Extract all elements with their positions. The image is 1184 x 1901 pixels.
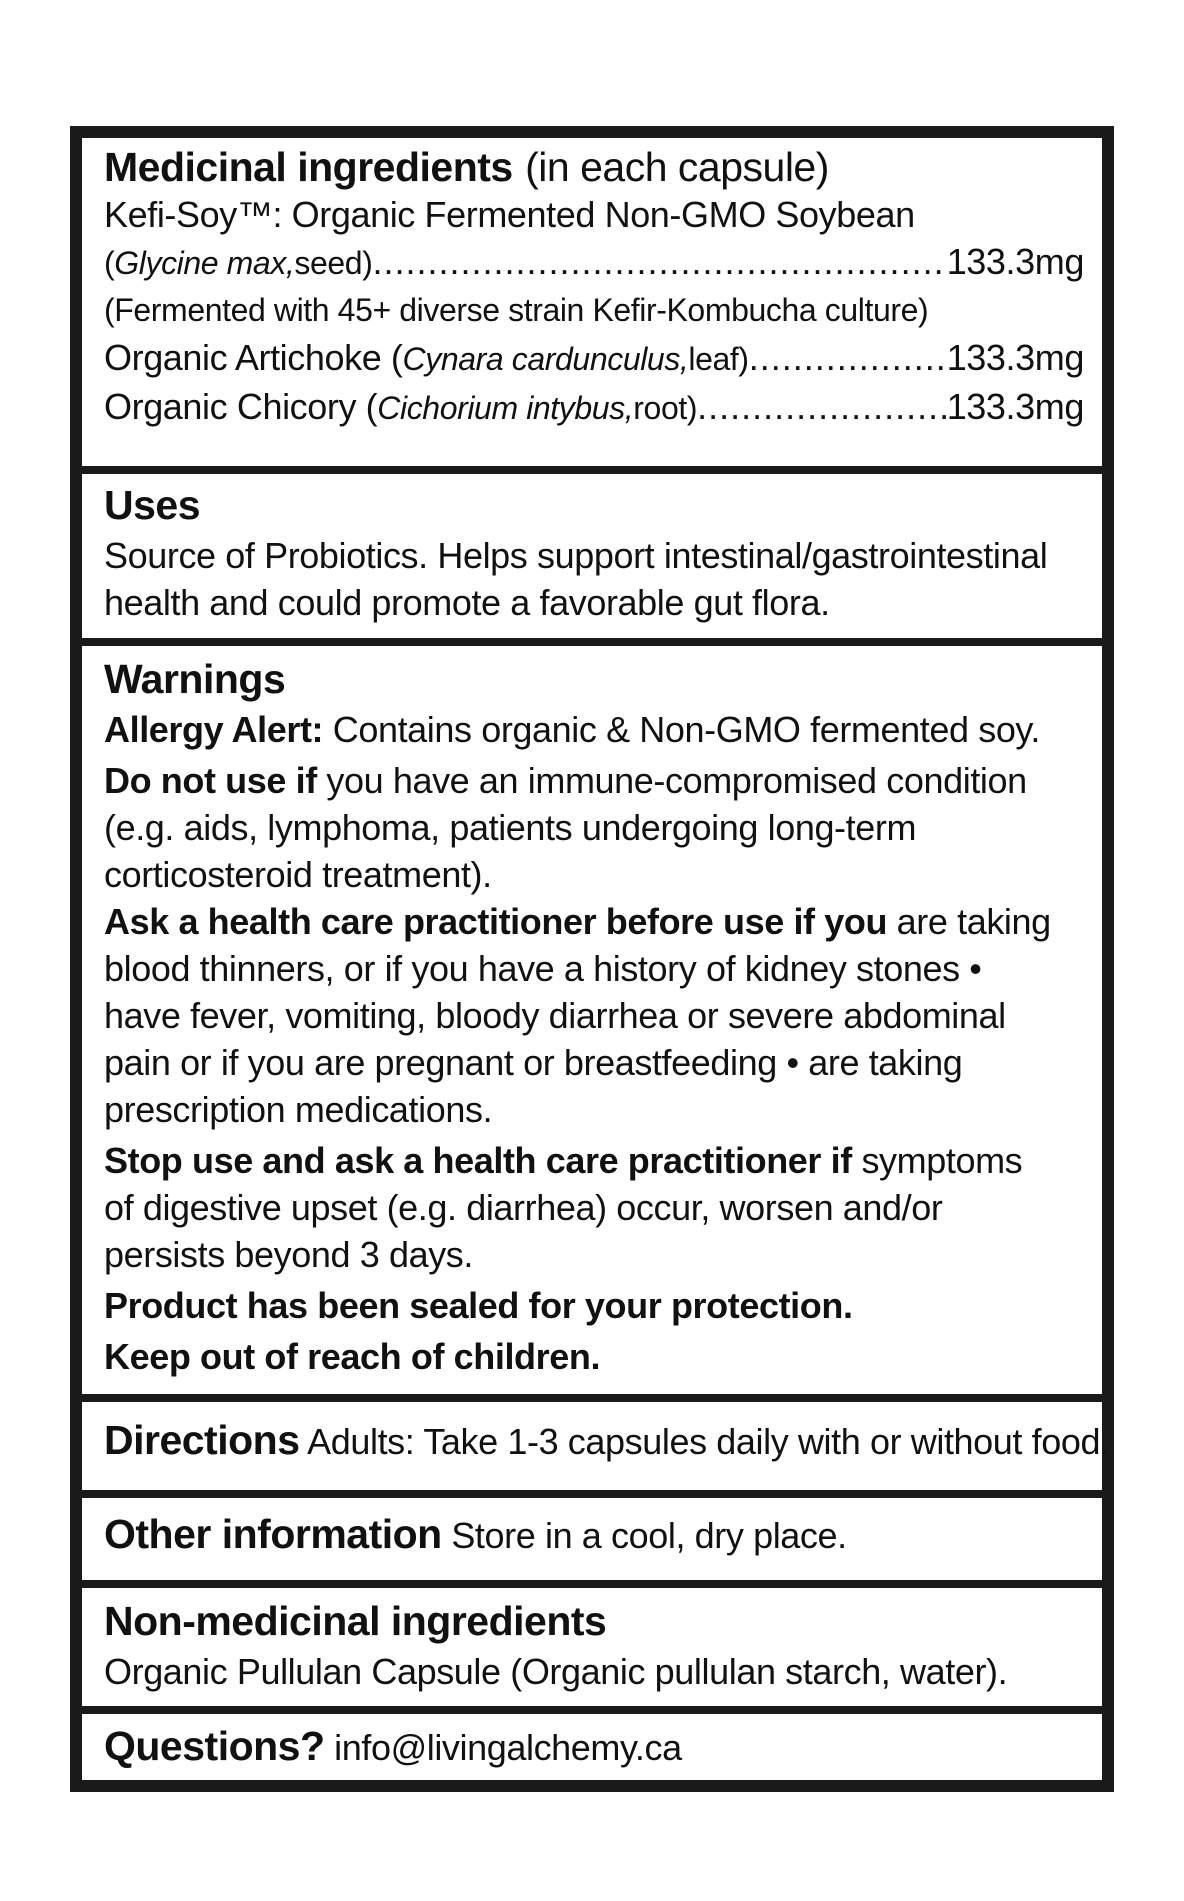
medicinal-heading-note: (in each capsule) — [525, 144, 829, 190]
directions-section — [82, 1414, 1110, 1468]
kefisoy-part: seed) — [294, 245, 373, 281]
kefisoy-amount: 133.3mg — [946, 241, 1084, 282]
section-divider — [82, 1580, 1102, 1588]
ask-line-3: have fever, vomiting, bloody diarrhea or severe abdominal — [104, 995, 1006, 1036]
leader-dots — [372, 238, 946, 285]
supplement-facts-label — [70, 126, 1114, 1792]
artichoke-amount: 133.3mg — [946, 337, 1084, 378]
warnings-heading: Warnings — [104, 656, 286, 702]
uses-heading: Uses — [104, 482, 201, 528]
ask-practitioner: Ask a health care practitioner before use if you are taking — [104, 901, 1051, 942]
non-medicinal-section — [82, 1594, 1102, 1695]
stop-line-3: persists beyond 3 days. — [104, 1234, 474, 1275]
other-heading: Other information — [104, 1511, 442, 1557]
section-divider — [82, 1394, 1102, 1402]
section-divider — [82, 466, 1102, 474]
section-divider — [82, 1490, 1102, 1498]
section-divider — [82, 638, 1102, 646]
uses-line-1: Source of Probiotics. Helps support intestinal/gastrointestinal — [104, 535, 1048, 576]
directions-heading: Directions — [104, 1417, 300, 1463]
medicinal-ingredients-section — [82, 144, 1102, 432]
medicinal-heading: Medicinal ingredients — [104, 144, 513, 190]
do-not-use: Do not use if you have an immune-compromised condition — [104, 760, 1027, 801]
allergy-alert: Allergy Alert: Contains organic & Non-GMO fermented soy. — [104, 709, 1040, 750]
stop-line-2: of digestive upset (e.g. diarrhea) occur, worsen and/or — [104, 1187, 943, 1228]
leader-dots — [749, 334, 947, 381]
ask-line-5: prescription medications. — [104, 1089, 493, 1130]
uses-section — [82, 478, 1102, 626]
kefisoy-name: Kefi-Soy™: Organic Fermented Non-GMO Soybean — [104, 194, 915, 235]
warnings-section — [82, 652, 1102, 1380]
kefisoy-latin: Glycine max, — [114, 245, 295, 281]
artichoke-latin: Cynara cardunculus, — [402, 341, 689, 377]
questions-section — [82, 1720, 1102, 1774]
do-not-use-line-2: (e.g. aids, lymphoma, patients undergoing long-term — [104, 807, 917, 848]
nonmedicinal-text: Organic Pullulan Capsule (Organic pullulan starch, water). — [104, 1651, 1008, 1692]
questions-heading: Questions? — [104, 1723, 325, 1769]
children-notice: Keep out of reach of children. — [104, 1336, 601, 1377]
leader-dots — [697, 383, 947, 430]
ask-line-2: blood thinners, or if you have a history of kidney stones • — [104, 948, 982, 989]
sealed-notice: Product has been sealed for your protection. — [104, 1285, 853, 1326]
artichoke-part: leaf) — [688, 341, 749, 377]
chicory-name: Organic Chicory ( — [104, 386, 378, 427]
nonmedicinal-heading: Non-medicinal ingredients — [104, 1598, 607, 1644]
chicory-row — [104, 383, 1084, 432]
chicory-amount: 133.3mg — [946, 386, 1084, 427]
uses-line-2: health and could promote a favorable gut flora. — [104, 582, 830, 623]
kefisoy-note: (Fermented with 45+ diverse strain Kefir-Kombucha culture) — [104, 292, 929, 328]
artichoke-name: Organic Artichoke ( — [104, 337, 403, 378]
kefisoy-row: ( Glycine max, seed) ..... 133.3mg — [104, 238, 1084, 287]
artichoke-row — [104, 334, 1084, 383]
directions-text: Adults: Take 1-3 capsules daily with or without food. — [299, 1421, 1110, 1462]
ask-line-4: pain or if you are pregnant or breastfeeding • are taking — [104, 1042, 963, 1083]
other-text: Store in a cool, dry place. — [441, 1515, 847, 1556]
section-divider — [82, 1706, 1102, 1714]
contact-email[interactable]: info@livingalchemy.ca — [324, 1727, 682, 1768]
stop-use: Stop use and ask a health care practitioner if symptoms — [104, 1140, 1023, 1181]
chicory-part: root) — [633, 390, 698, 426]
chicory-latin: Cichorium intybus, — [377, 390, 634, 426]
other-information-section — [82, 1508, 1102, 1562]
do-not-use-line-3: corticosteroid treatment). — [104, 854, 492, 895]
